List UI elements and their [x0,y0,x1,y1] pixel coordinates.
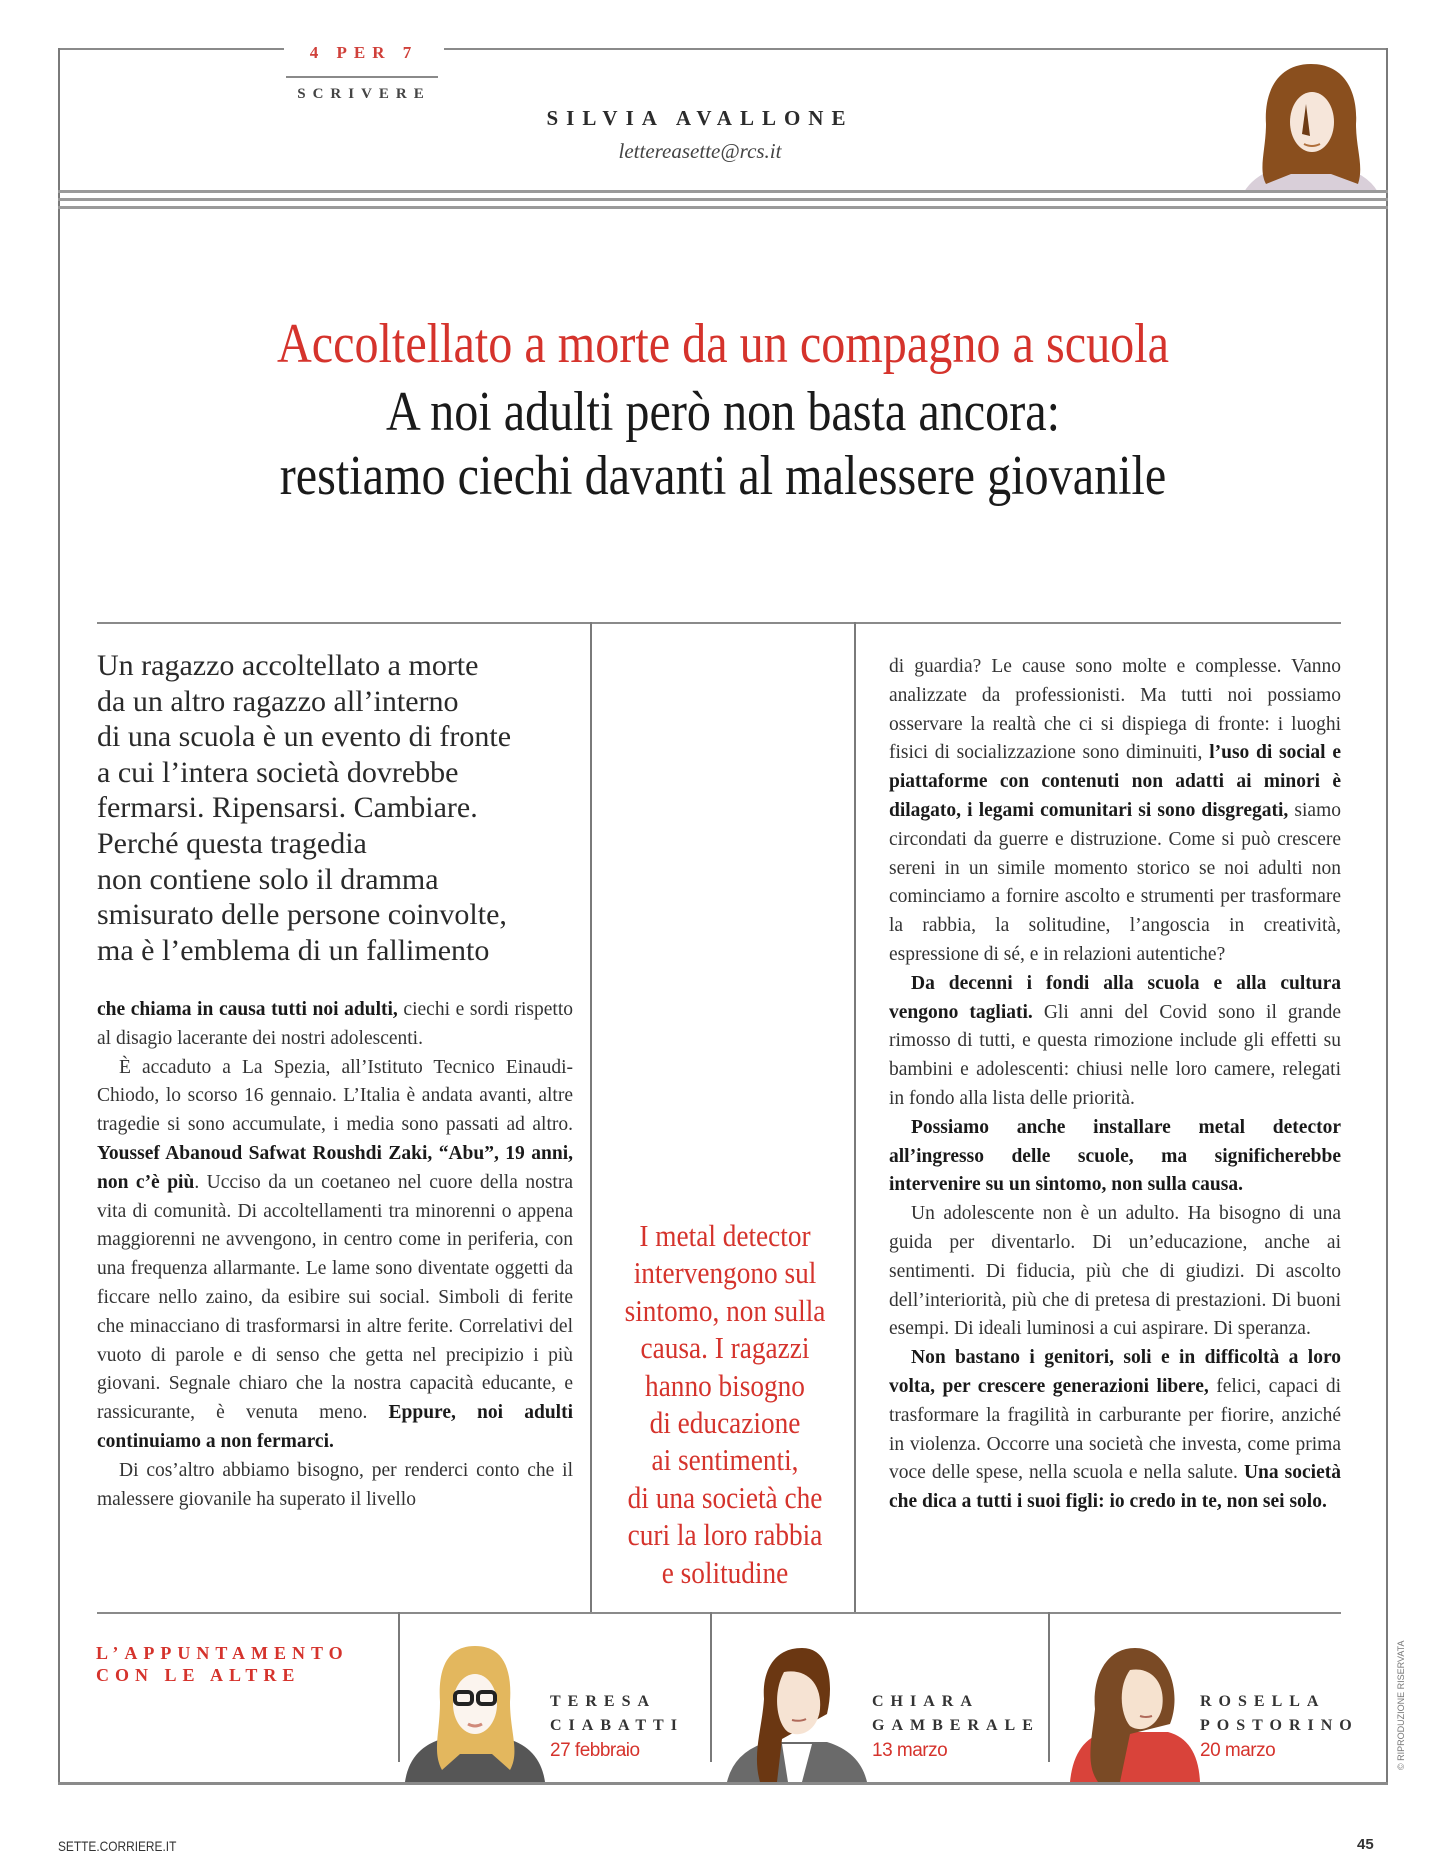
pull-quote-line: hanno bisogno [645,1367,805,1403]
guest-last-name: CIABATTI [550,1717,684,1734]
lede-line: smisurato delle persone coinvolte, [97,898,507,932]
lede-line: da un altro ragazzo all’interno [97,684,459,718]
copyright-notice: © RIPRODUZIONE RISERVATA [1396,1640,1406,1770]
guest-date: 13 marzo [872,1740,948,1761]
column-divider-left [590,622,592,1612]
body-text: È accaduto a La Spezia, all’Istituto Tecnico Einaudi-Chiodo, lo scorso 16 gennaio. L’Italia è andata avanti, altre tragedie si sono accumulate, i media sono passati ad altro. [97,1056,573,1136]
column-divider-right [854,622,856,1612]
guest-last-name: GAMBERALE [872,1717,1040,1734]
lede-line: fermarsi. Ripensarsi. Cambiare. [97,791,478,825]
body-paragraph [889,1344,1341,1517]
body-text: Gli anni del Covid sono il grande rimosso di tutti, e questa rimozione include gli effetti su bambini e adolescenti: chiusi nelle loro camere, relegati in fondo alla lista delle priorità. [889,1001,1341,1109]
guest-first-name: TERESA [550,1693,657,1710]
bold-text: Una società che dica a tutti i suoi figli: io credo in te, non sei solo. [889,1462,1341,1513]
portrait-face [1290,92,1334,152]
body-text: felici, capaci di trasformare la fragilità in carburante per fiorire, anziché in violenza. Occorre una società che investa, come prima voce delle spese, nella scuola e nella salute. [889,1375,1342,1484]
body-text: Di cos’altro abbiamo bisogno, per renderci conto che il malessere giovanile ha superato il livello [97,1459,573,1510]
guest-card-rosella-postorino[interactable] [1050,1614,1384,1782]
pull-quote-line: di una società che [627,1479,823,1515]
guest-portrait [722,1644,872,1782]
headline-line-2: restiamo ciechi davanti al malessere giovanile [279,445,1167,507]
section-name: SCRIVERE [297,86,431,102]
headline-kicker: Accoltellato a morte da un compagno a scuola [277,313,1169,375]
author-email[interactable]: lettereasette@rcs.it [618,139,782,163]
guest-portrait [1060,1644,1210,1782]
bold-text: Non bastano i genitori, soli e in difficoltà a loro volta, per crescere generazioni libere, [889,1347,1341,1397]
lede-line: Un ragazzo accoltellato a morte [97,649,479,682]
lede-line: Perché questa tragedia [97,826,367,860]
pull-quote-line: di educazione [649,1405,801,1441]
body-text: Un adolescente non è un adulto. Ha bisogno di una guida per diventarlo. Di un’educazione, anche ai sentimenti. Di fiducia, più che di giudizi. Di ascolto dell’interiorità, più che di pretesa di prestazioni. Di buoni esempi. Di ideali luminosi a cui aspirare. Di speranza. [889,1203,1341,1340]
pull-quote-line: curi la loro rabbia [627,1517,823,1553]
pull-quote-line: I metal detector [639,1218,811,1253]
lede-line: non contiene solo il dramma [97,862,439,896]
body-column-left [97,996,573,1514]
body-paragraph [97,1054,573,1457]
pull-quote-line: ai sentimenti, [651,1442,799,1478]
body-text: ciechi e sordi rispetto al disagio lacerante dei nostri adolescenti. [97,999,573,1049]
section-number: 4 PER 7 [309,43,419,62]
lede-paragraph [97,648,567,968]
frame-left-border [58,48,60,1782]
pull-quote [613,1217,837,1591]
headline-line-1: A noi adulti però non basta ancora: [385,381,1061,443]
guest-first-name: ROSELLA [1200,1693,1326,1710]
appointments-label-line: CON LE ALTRE [96,1665,301,1685]
header-bottom-triple-rule [58,190,1388,215]
appointments-bottom-rule [58,1782,1388,1785]
body-text: . Ucciso da un coetaneo nel cuore della nostra vita di comunità. Di accoltellamenti tra minorenni o appena maggiorenni ne avvengono, in centro come in periferia, con una frequenza allarmante. Le lame sono diventate oggetti da ficcare nello zaino, da esibire sui social. Simboli di ferite che minacciano di trasformarsi in altre ferite. Correlativi del vuoto di parole e di senso che getta nel precipizio i più giovani. Segnale chiaro che la nostra capacità educante, e rassicurante, è venuta meno. [97,1171,573,1424]
footer-site-link[interactable]: SETTE.CORRIERE.IT [58,1838,177,1854]
appointments-label-line: L’APPUNTAMENTO [96,1643,349,1663]
body-top-rule [97,622,1341,624]
section-underline [286,76,438,78]
bold-text: l’uso di social e piattaforme con contenuti non adatti ai minori è dilagato, i legami comunitari si sono disgregati, [889,742,1341,821]
pull-quote-line: causa. I ragazzi [640,1330,810,1366]
bold-text: Eppure, noi adulti continuiamo a non fermarci. [97,1402,574,1452]
pull-quote-line: e solitudine [661,1554,789,1590]
bold-text: Youssef Abanoud Safwat Roushdi Zaki, “Abu”, 19 anni, non c’è più [97,1142,573,1193]
author-name: SILVIA AVALLONE [546,106,854,130]
body-column-right [889,653,1341,1517]
guest-card-chiara-gamberale[interactable] [712,1614,1046,1782]
header-top-rule-left [58,48,284,50]
body-paragraph [889,1200,1341,1344]
body-paragraph [97,996,573,1054]
guest-date: 20 marzo [1200,1740,1276,1761]
appointments-label [96,1642,349,1686]
pull-quote-line: sintomo, non sulla [624,1292,826,1328]
body-paragraph [889,970,1341,1114]
bold-text: Da decenni i fondi alla scuola e alla cultura vengono tagliati. [889,972,1341,1023]
body-paragraph [889,1114,1341,1200]
page-number: 45 [1357,1836,1374,1853]
lede-line: di una scuola è un evento di fronte [97,720,512,754]
guest-portrait [400,1642,550,1782]
bold-text: Possiamo anche installare metal detector all’ingresso delle scuole, ma significherebbe intervenire su un sintomo, non sulla causa. [889,1116,1341,1196]
frame-right-border [1386,48,1388,1782]
body-text: di guardia? Le cause sono molte e complesse. Vanno analizzate da professionisti. Ma tutti noi possiamo osservare la realtà che ci si dispiega di fronte: i luoghi fisici di socializzazione sono diminuiti, [889,656,1341,764]
lede-line: a cui l’intera società dovrebbe [97,755,459,789]
guest-card-teresa-ciabatti[interactable] [400,1614,708,1782]
author-portrait [1236,54,1386,192]
lede-line: ma è l’emblema di un fallimento [97,933,490,967]
pull-quote-line: intervengono sul [633,1255,817,1291]
bold-text: che chiama in causa tutti noi adulti, [97,999,398,1020]
guest-first-name: CHIARA [872,1693,979,1710]
body-paragraph [889,653,1341,970]
header-top-rule-right [444,48,1388,50]
body-text: siamo circondati da guerre e distruzione. Come si può crescere sereni in un simile momento storico se noi adulti non cominciamo a fornire ascolto e strumenti per trasformare la rabbia, la solitudine, l’angoscia in creatività, espressione di sé, e in relazioni autentiche? [889,799,1341,965]
guest-date: 27 febbraio [550,1740,640,1761]
body-paragraph [97,1457,573,1515]
guest-last-name: POSTORINO [1200,1717,1359,1734]
